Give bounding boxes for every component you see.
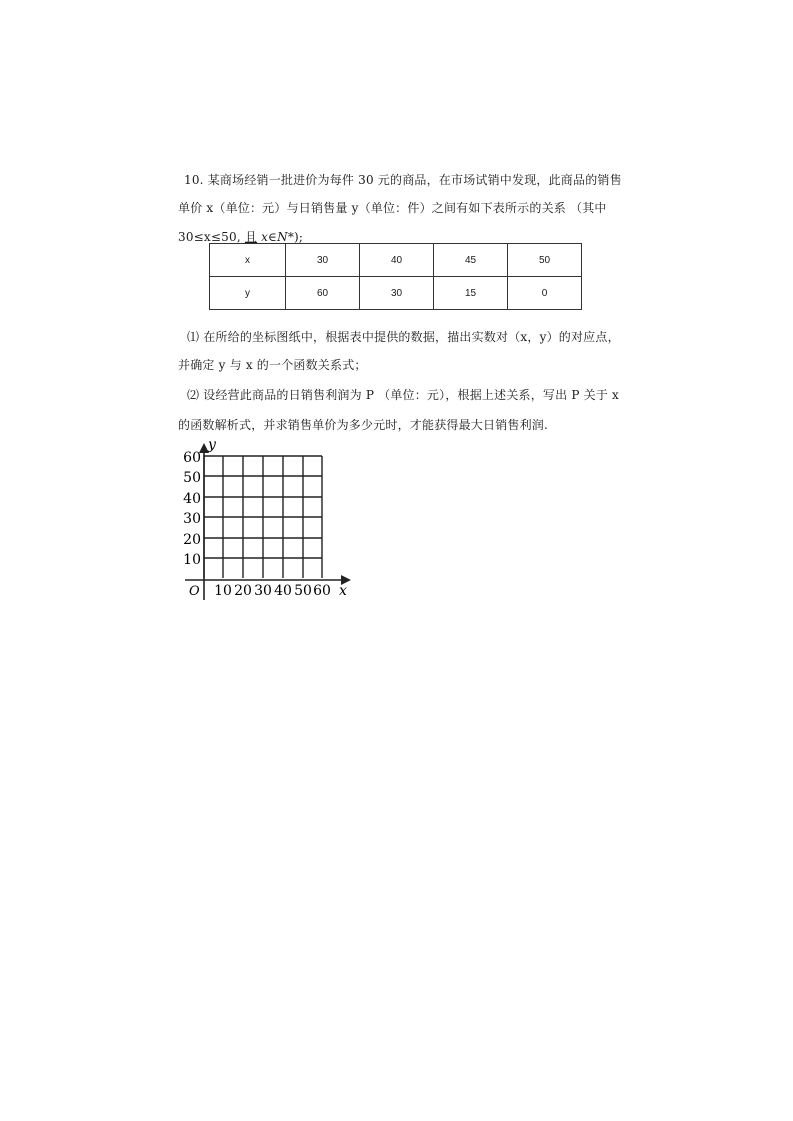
- table-cell: 60: [286, 277, 360, 310]
- x-tick-label: 20: [234, 583, 252, 599]
- y-axis-label: y: [208, 440, 216, 453]
- x-tick-label: 50: [294, 583, 312, 599]
- part1-line-2: 并确定 y 与 x 的一个函数关系式；: [178, 358, 367, 372]
- grid-lines: [204, 455, 322, 578]
- problem-line-2: 单价 x（单位：元）与日销售量 y（单位：件）之间有如下表所示的关系 （其中: [178, 201, 607, 215]
- part2-line-2: 的函数解析式，并求销售单价为多少元时，才能获得最大日销售利润.: [178, 418, 549, 432]
- x-tick-label: 10: [214, 583, 232, 599]
- y-tick-label: 40: [183, 491, 201, 507]
- table-cell: 15: [434, 277, 508, 310]
- part2-line-1: ⑵ 设经营此商品的日销售利润为 P （单位：元），根据上述关系，写出 P 关于 x: [187, 388, 620, 402]
- x-tick-labels: [214, 583, 331, 599]
- origin-label: O: [189, 584, 200, 599]
- close-paren: ): [294, 230, 299, 244]
- table-cell: y: [210, 277, 286, 310]
- table-cell: 40: [360, 244, 434, 277]
- problem-line-1: 10. 某商场经销一批进价为每件 30 元的商品，在市场试销中发现，此商品的销售: [184, 173, 622, 187]
- table-row-y: [210, 277, 582, 310]
- table-cell: 30: [360, 277, 434, 310]
- price-sales-table: [209, 243, 582, 310]
- y-tick-label: 10: [183, 552, 201, 568]
- part1-line-1: ⑴ 在所给的坐标图纸中，根据表中提供的数据，描出实数对（x，y）的对应点，: [187, 330, 620, 344]
- table-cell: 0: [508, 277, 582, 310]
- natural-number-condition: x∈N*: [257, 230, 295, 244]
- y-tick-label: 20: [183, 532, 201, 548]
- table-cell: 50: [508, 244, 582, 277]
- semicolon: ;: [298, 230, 304, 244]
- x-tick-label: 60: [313, 583, 331, 599]
- y-tick-label: 30: [183, 511, 201, 527]
- table-cell: x: [210, 244, 286, 277]
- y-tick-labels: [183, 450, 201, 568]
- table-cell: 30: [286, 244, 360, 277]
- y-tick-label: 50: [183, 470, 201, 486]
- x-tick-label: 40: [274, 583, 292, 599]
- and-text: 且: [244, 230, 258, 244]
- y-tick-label: 60: [183, 450, 201, 466]
- coordinate-grid: [175, 440, 360, 602]
- x-axis-label: x: [339, 583, 347, 599]
- range-text: 30≤x≤50,: [178, 230, 245, 244]
- x-tick-label: 30: [254, 583, 272, 599]
- table-row-x: [210, 244, 582, 277]
- table-cell: 45: [434, 244, 508, 277]
